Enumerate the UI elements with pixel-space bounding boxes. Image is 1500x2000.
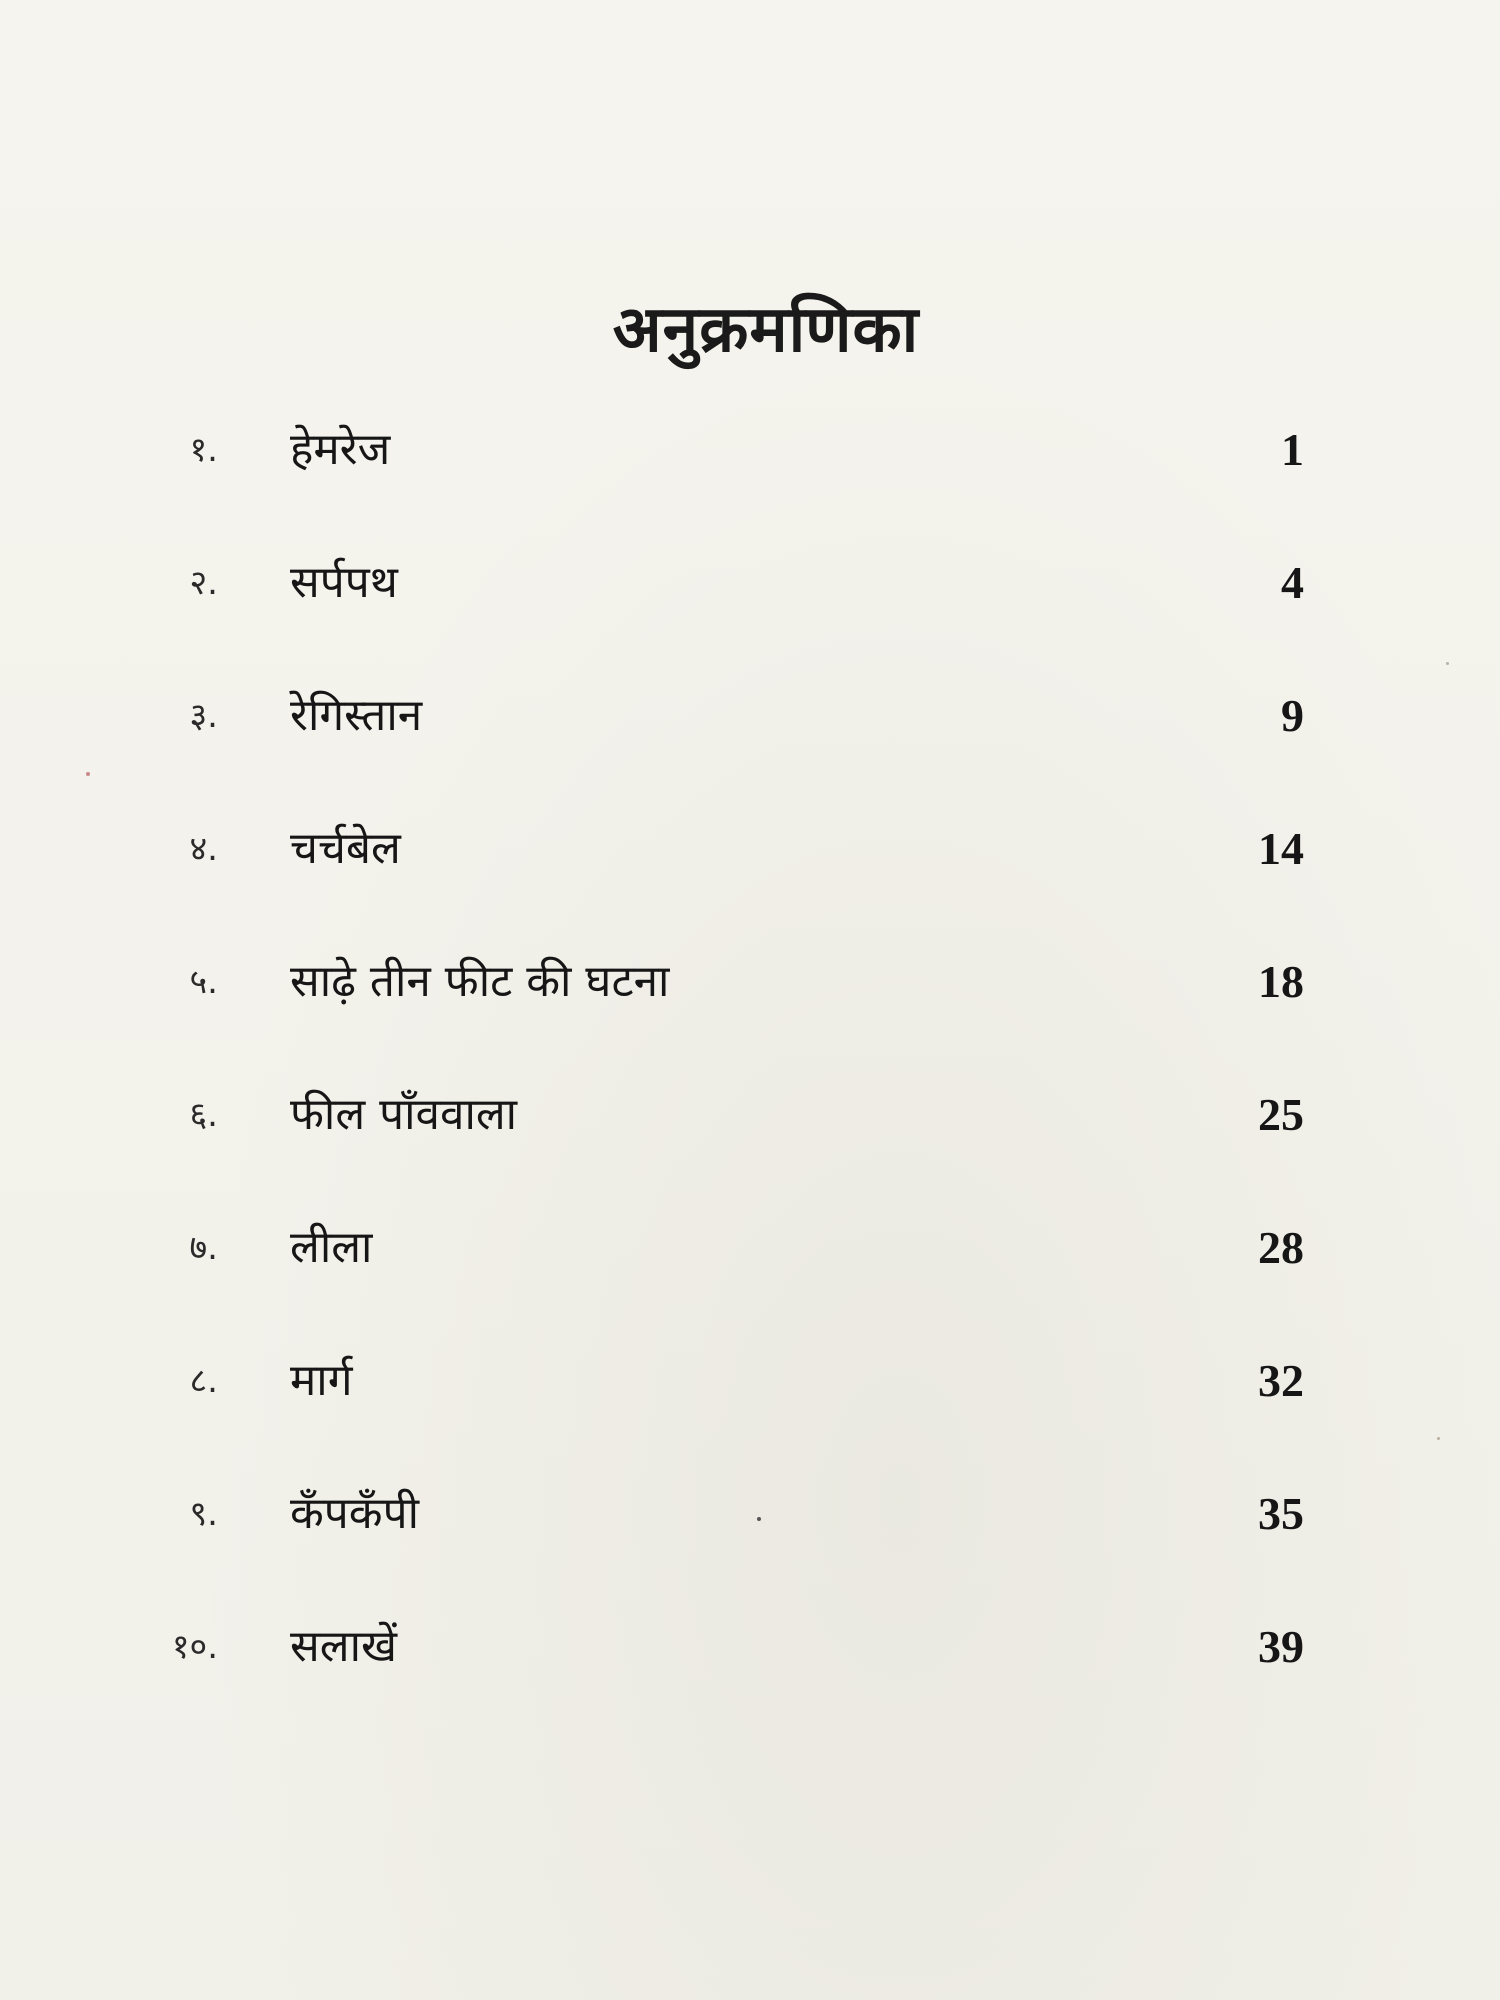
toc-entry	[0, 1218, 1500, 1351]
toc-entry	[0, 1351, 1500, 1484]
entry-number: ७.	[189, 1228, 218, 1268]
chapter-title: हेमरेज	[290, 424, 391, 475]
table-of-contents	[0, 420, 1500, 1750]
toc-entry	[0, 420, 1500, 553]
page-number: 35	[1258, 1488, 1304, 1539]
toc-entry	[0, 1085, 1500, 1218]
chapter-title: मार्ग	[290, 1355, 353, 1406]
page-number: 28	[1258, 1222, 1304, 1273]
page-number: 14	[1258, 823, 1304, 874]
page-title: अनुक्रमणिका	[612, 292, 920, 367]
page-number: 18	[1258, 956, 1304, 1007]
chapter-title: सलाखें	[290, 1621, 397, 1672]
page-number: 4	[1281, 557, 1304, 608]
page-number: 9	[1281, 690, 1304, 741]
entry-number: २.	[189, 563, 218, 603]
toc-entry	[0, 1484, 1500, 1617]
toc-entry	[0, 1617, 1500, 1750]
entry-number: ३.	[189, 696, 218, 736]
entry-number: १०.	[171, 1627, 218, 1667]
page-number: 25	[1258, 1089, 1304, 1140]
entry-number: ९.	[189, 1494, 218, 1534]
toc-entry	[0, 952, 1500, 1085]
page-number: 39	[1258, 1621, 1304, 1672]
toc-entry	[0, 553, 1500, 686]
entry-number: ५.	[189, 962, 218, 1002]
entry-number: ६.	[189, 1095, 218, 1135]
chapter-title: सर्पपथ	[290, 557, 398, 608]
chapter-title: रेगिस्तान	[290, 690, 423, 741]
entry-number: १.	[189, 430, 218, 470]
page-number: 1	[1281, 424, 1304, 475]
page-number: 32	[1258, 1355, 1304, 1406]
toc-entry	[0, 686, 1500, 819]
entry-number: ४.	[189, 829, 218, 869]
chapter-title: चर्चबेल	[290, 823, 401, 874]
entry-number: ८.	[189, 1361, 218, 1401]
toc-entry	[0, 819, 1500, 952]
chapter-title: कँपकँपी	[290, 1488, 419, 1539]
chapter-title: लीला	[290, 1222, 373, 1273]
chapter-title: फील पाँववाला	[290, 1089, 518, 1140]
chapter-title: साढ़े तीन फीट की घटना	[290, 956, 670, 1007]
